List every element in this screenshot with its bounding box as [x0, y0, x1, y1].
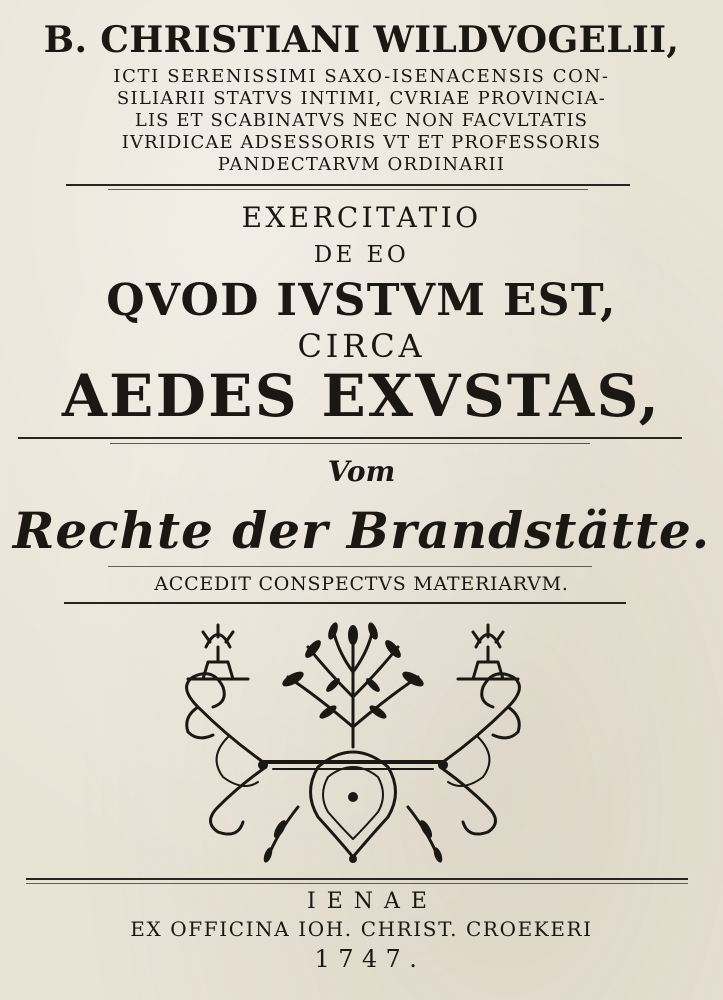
imprint-place: IENAE — [307, 889, 438, 914]
divider-rule — [66, 184, 630, 186]
author-title-line-4: IVRIDICAE ADSESSORIS VT ET PROFESSORIS — [121, 132, 602, 153]
divider-rule — [108, 566, 592, 567]
work-title-line-2: DE EO — [313, 242, 410, 268]
work-title-line-4: CIRCA — [297, 327, 426, 365]
work-title-line-5: AEDES EXVSTAS, — [61, 362, 662, 430]
supplement-line: ACCEDIT CONSPECTVS MATERIARVM. — [154, 573, 569, 595]
divider-rule — [26, 883, 688, 884]
author-title-line-1: ICTI SERENISSIMI SAXO-ISENACENSIS CON- — [113, 66, 610, 87]
imprint-year: 1747. — [314, 945, 426, 973]
divider-rule — [108, 189, 588, 190]
author-title-line-3: LIS ET SCABINATVS NEC NON FACVLTATIS — [134, 110, 589, 131]
german-title-line-1: Vom — [327, 455, 396, 488]
work-title-line-3: QVOD IVSTVM EST, — [106, 275, 617, 326]
divider-rule — [110, 443, 590, 444]
work-title-line-1: EXERCITATIO — [241, 201, 482, 234]
floral-ornament-icon — [168, 617, 538, 872]
author-name: B. CHRISTIANI WILDVOGELII, — [43, 19, 680, 61]
divider-rule — [64, 602, 626, 604]
german-title-line-2: Rechte der Brandstätte. — [12, 501, 711, 560]
divider-rule — [18, 437, 682, 439]
divider-rule — [26, 878, 688, 880]
imprint-printer: EX OFFICINA IOH. CHRIST. CROEKERI — [130, 917, 593, 941]
author-title-line-2: SILIARII STATVS INTIMI, CVRIAE PROVINCIA- — [116, 88, 607, 109]
author-title-line-5: PANDECTARVM ORDINARII — [217, 154, 506, 175]
